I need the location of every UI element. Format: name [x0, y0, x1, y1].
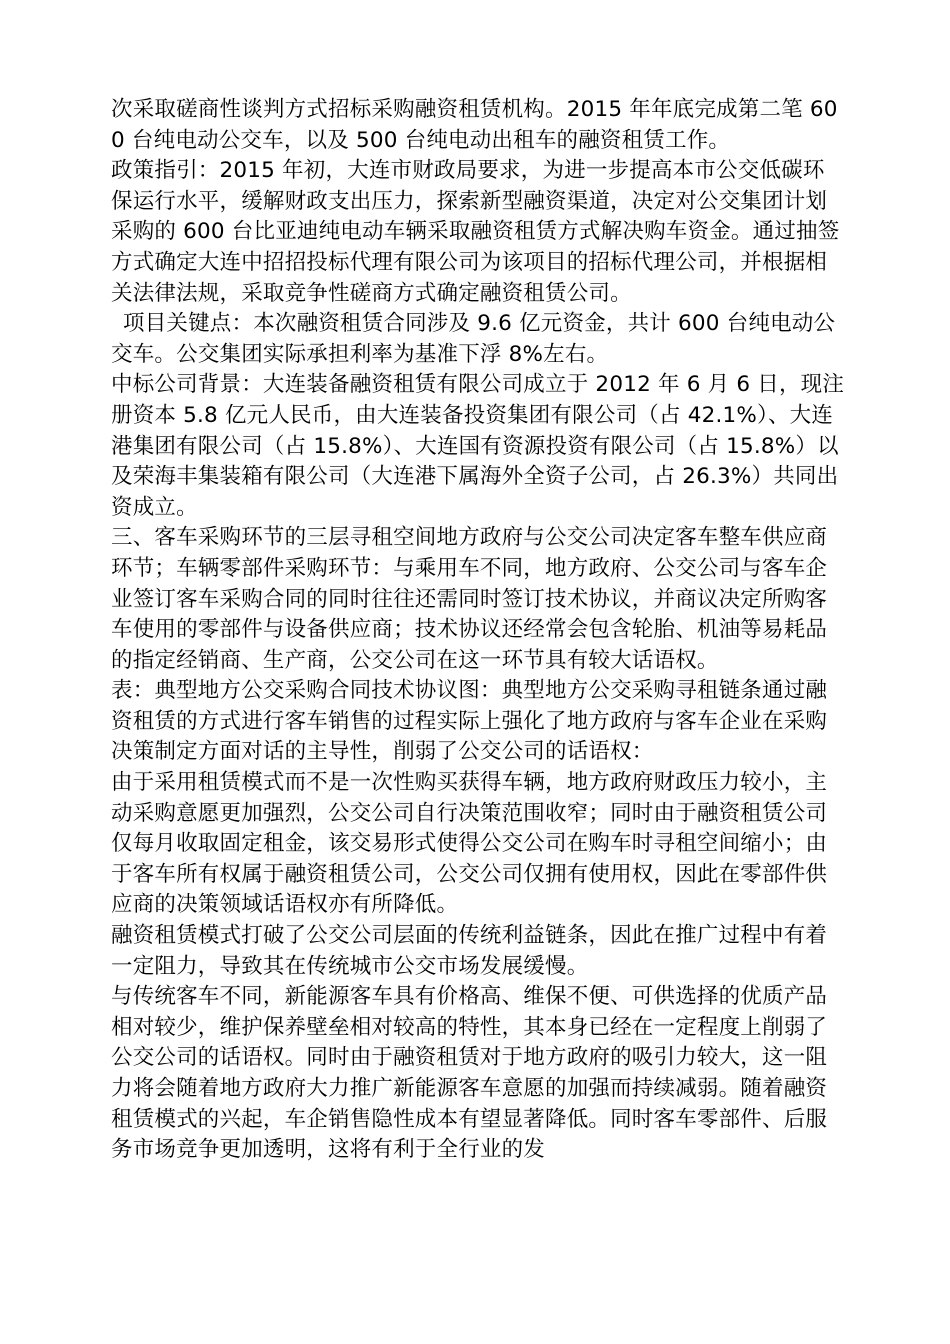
paragraph-project-key-points: 项目关键点：本次融资租赁合同涉及 9.6 亿元资金，共计 600 台纯电动公交车。公交集团实际承担利率为基准下浮 8%左右。: [111, 311, 836, 367]
paragraph-leasing-effects: 由于采用租赁模式而不是一次性购买获得车辆，地方政府财政压力较小，主动采购意愿更加强烈，公交公司自行决策范围收窄；同时由于融资租赁公司仅每月收取固定租金，该交易形式使得公交公司在购车时寻租空间缩小；由于客车所有权属于融资租赁公司，公交公司仅拥有使用权，因此在零部件供应商的决策领域话语权亦有所降低。: [111, 770, 828, 918]
paragraph-resistance: 融资租赁模式打破了公交公司层面的传统利益链条，因此在推广过程中有着一定阻力，导致其在传统城市公交市场发展缓慢。: [111, 923, 828, 979]
paragraph-table-figure-caption: 表：典型地方公交采购合同技术协议图：典型地方公交采购寻租链条通过融资租赁的方式进行客车销售的过程实际上强化了地方政府与客车企业在采购决策制定方面对话的主导性，削弱了公交公司的话语权：: [111, 678, 828, 765]
paragraph-winning-company-background: 中标公司背景：大连装备融资租赁有限公司成立于 2012 年 6 月 6 日，现注册资本 5.8 亿元人民币，由大连装备投资集团有限公司（占 42.1%）、大连港集团有限公司（占 15.8%）、大连国有资源投资有限公司（占 15.8%）以及荣海丰集装箱有限公司（大连港下属海外全资子公司，占 26.3%）共同出资成立。: [111, 372, 845, 520]
paragraph-leasing-procurement: 次采取磋商性谈判方式招标采购融资租赁机构。2015 年年底完成第二笔 600 台纯电动公交车，以及 500 台纯电动出租车的融资租赁工作。: [111, 97, 838, 153]
document-body: [111, 95, 846, 1166]
paragraph-rent-seeking-layers: 三、客车采购环节的三层寻租空间地方政府与公交公司决定客车整车供应商环节；车辆零部件采购环节：与乘用车不同，地方政府、公交公司与客车企业签订客车采购合同的同时往往还需同时签订技术协议，并商议决定所购客车使用的零部件与设备供应商；技术协议还经常会包含轮胎、机油等易耗品的指定经销商、生产商，公交公司在这一环节具有较大话语权。: [111, 525, 828, 673]
paragraph-policy-guidance: 政策指引：2015 年初，大连市财政局要求，为进一步提高本市公交低碳环保运行水平，缓解财政支出压力，探索新型融资渠道，决定对公交集团计划采购的 600 台比亚迪纯电动车辆采取融资租赁方式解决购车资金。通过抽签方式确定大连中招招投标代理有限公司为该项目的招标代理公司，并根据相关法律法规，采取竞争性磋商方式确定融资租赁公司。: [111, 158, 840, 306]
paragraph-new-energy-buses: 与传统客车不同，新能源客车具有价格高、维保不便、可供选择的优质产品相对较少，维护保养壁垒相对较高的特性，其本身已经在一定程度上削弱了公交公司的话语权。同时由于融资租赁对于地方政府的吸引力较大，这一阻力将会随着地方政府大力推广新能源客车意愿的加强而持续减弱。随着融资租赁模式的兴起，车企销售隐性成本有望显著降低。同时客车零部件、后服务市场竞争更加透明，这将有利于全行业的发: [111, 984, 828, 1163]
